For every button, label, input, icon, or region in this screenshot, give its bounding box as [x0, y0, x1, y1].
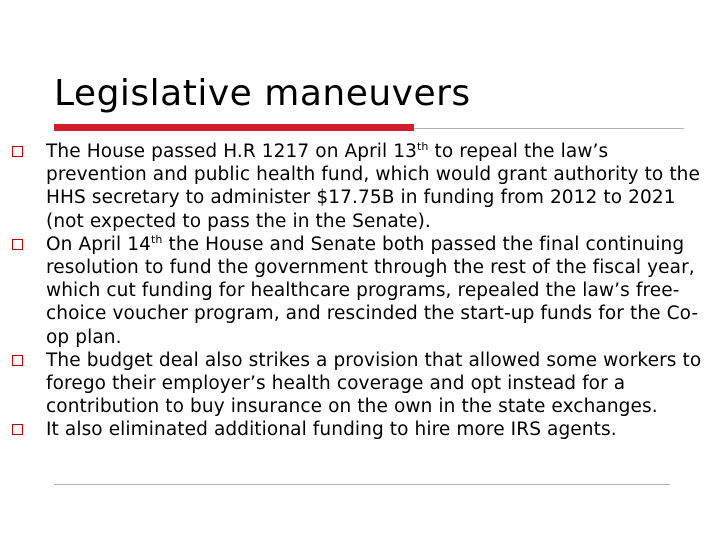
bullet-text: The House passed H.R 1217 on April 13th to repeal the law’s prevention and public health fund, which would grant authority to the HHS secretary to administer $17.75B in funding from 2012 to 2021 (not expected to pass the in the Senate). — [46, 139, 700, 232]
bullet-item — [10, 233, 712, 349]
bullet-list — [10, 140, 712, 442]
ordinal-superscript: th — [417, 139, 429, 153]
ordinal-superscript: th — [150, 232, 163, 246]
title-underline-red — [54, 124, 414, 131]
bullet-text: On April 14th the House and Senate both passed the final continuing resolution to fund the government through the rest of the fiscal year, which cut funding for healthcare programs, repealed the law’s free-choice voucher program, and rescinded the start-up funds for the Co-op plan. — [46, 232, 699, 348]
footer-divider — [54, 484, 670, 485]
bullet-item — [10, 349, 712, 419]
bullet-text: The budget deal also strikes a provision that allowed some workers to forego their employer’s health coverage and opt instead for a contribution to buy insurance on the own in the state exchanges. — [46, 349, 702, 418]
hollow-square-bullet-icon — [12, 424, 23, 435]
hollow-square-bullet-icon — [12, 355, 23, 366]
slide-title: Legislative maneuvers — [54, 73, 471, 114]
hollow-square-bullet-icon — [12, 146, 23, 157]
bullet-item — [10, 418, 712, 441]
bullet-text: It also eliminated additional funding to hire more IRS agents. — [46, 419, 617, 441]
bullet-item — [10, 140, 712, 233]
hollow-square-bullet-icon — [12, 239, 23, 250]
